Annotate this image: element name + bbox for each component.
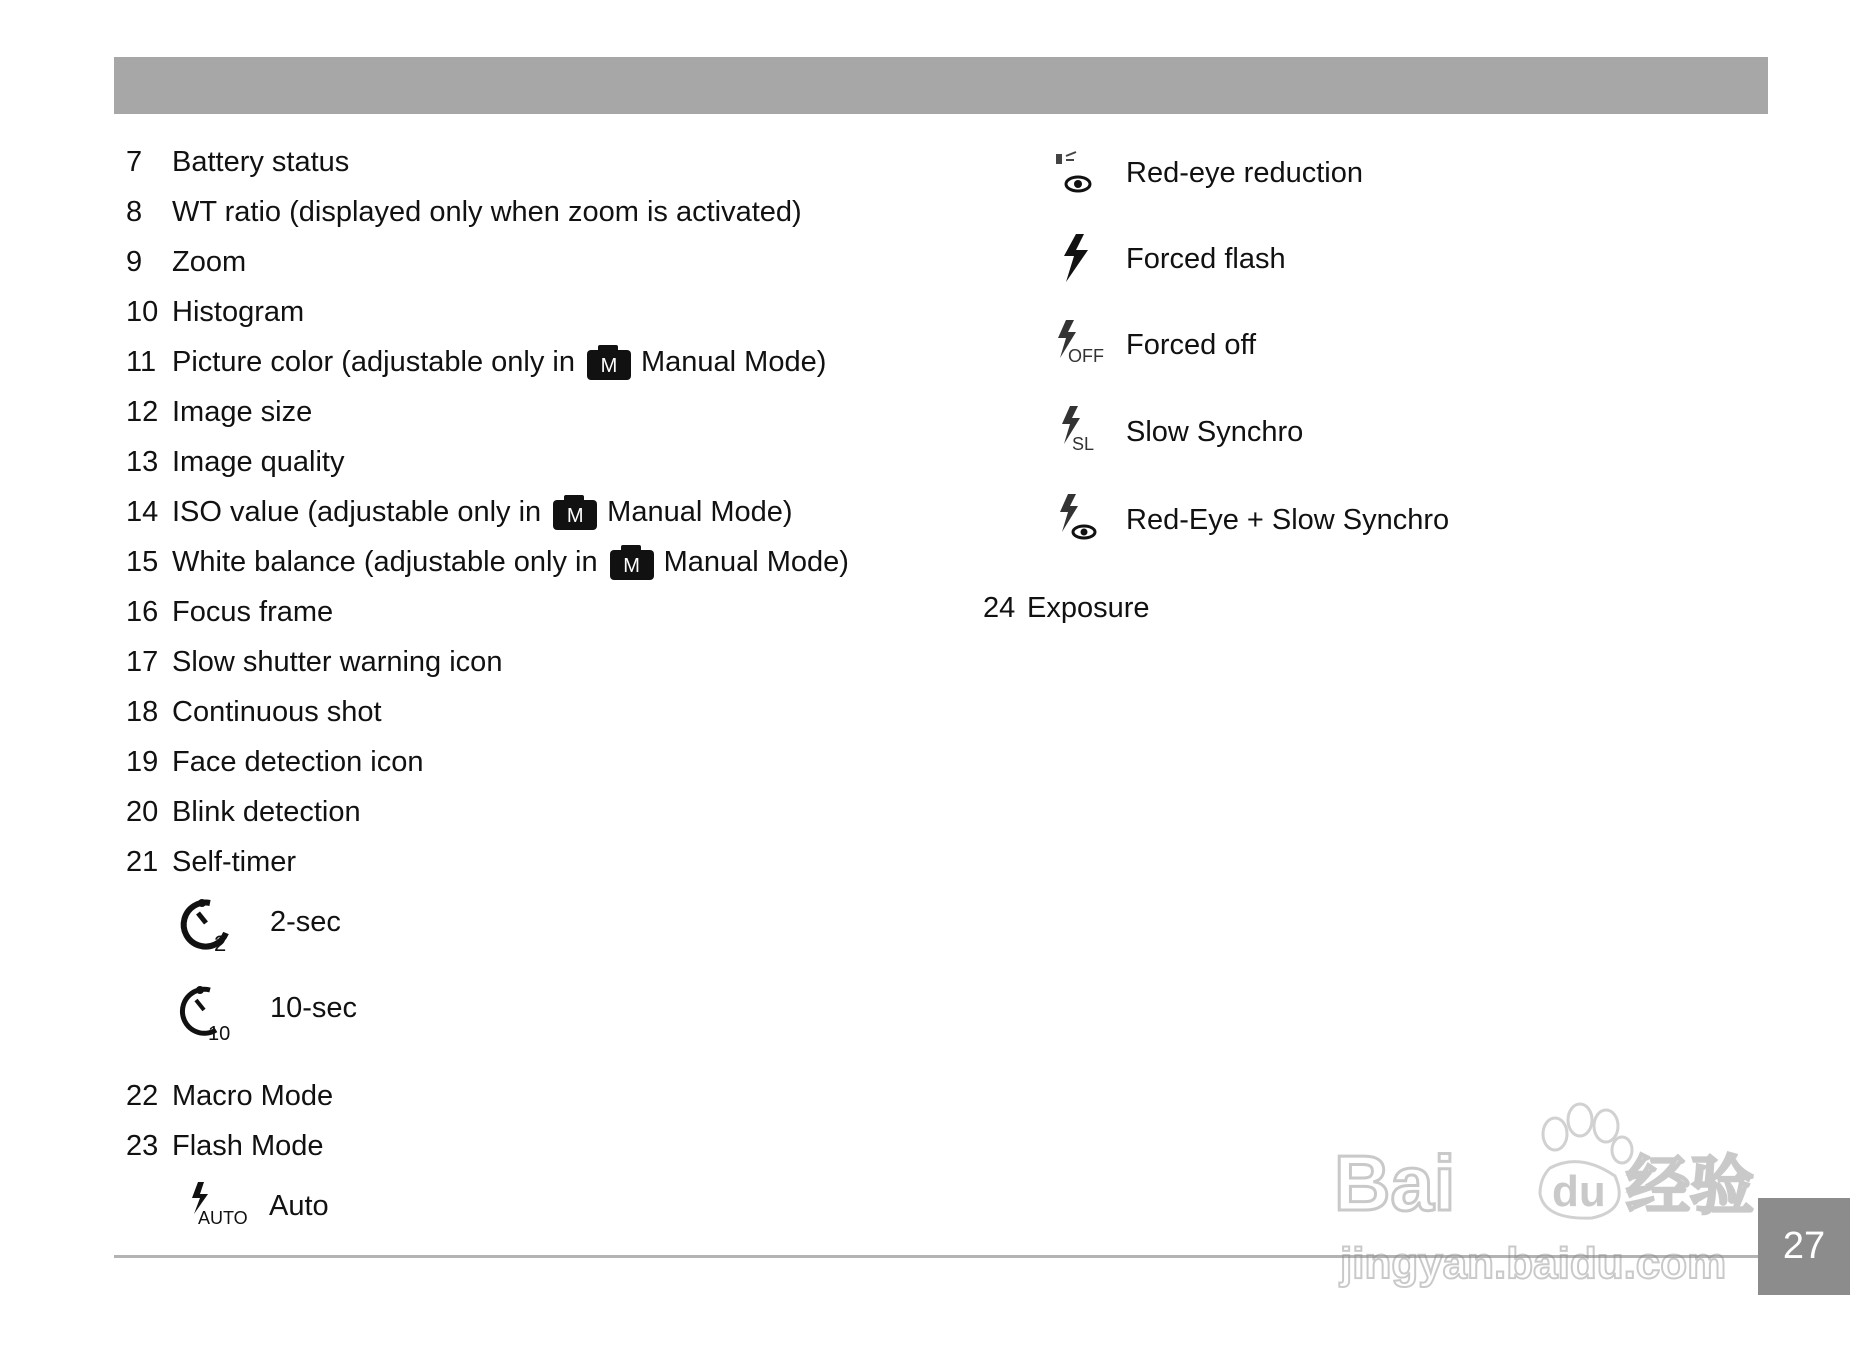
item-label: Blink detection <box>172 795 361 828</box>
item-number: 20 <box>126 795 159 828</box>
list-item-19 <box>126 742 423 782</box>
item-number: 24 <box>983 591 1016 624</box>
self-timer-10sec-label: 10-sec <box>270 992 358 1024</box>
slow-synchro-icon <box>1056 404 1106 456</box>
header-bar <box>114 57 1768 114</box>
list-item-14 <box>126 492 793 532</box>
svg-text:OFF: OFF <box>1068 346 1104 366</box>
item-number: 14 <box>126 495 159 528</box>
svg-text:du: du <box>1552 1167 1606 1216</box>
item-label: Focus frame <box>172 595 334 628</box>
item-number: 8 <box>126 195 143 228</box>
list-item-16 <box>126 592 333 632</box>
item-label: Macro Mode <box>172 1079 334 1112</box>
item-number: 9 <box>126 245 143 278</box>
item-number: 21 <box>126 845 159 878</box>
list-item-17 <box>126 642 502 682</box>
item-label-suffix: Manual Mode) <box>663 545 849 578</box>
manual-mode-icon: M <box>587 350 631 380</box>
list-item-18 <box>126 692 382 732</box>
item-label: Slow shutter warning icon <box>172 645 503 678</box>
item-label: Face detection icon <box>172 745 424 778</box>
item-label-suffix: Manual Mode) <box>640 345 827 378</box>
red-eye-slow-synchro-label: Red-Eye + Slow Synchro <box>1126 504 1450 536</box>
item-number: 18 <box>126 695 159 728</box>
svg-text:AUTO: AUTO <box>198 1208 248 1228</box>
manual-mode-icon: M <box>553 500 597 530</box>
red-eye-reduction-label: Red-eye reduction <box>1126 157 1363 189</box>
item-label: White balance (adjustable only in <box>172 545 598 578</box>
list-item-8 <box>126 192 802 232</box>
item-label: Picture color (adjustable only in <box>172 345 575 378</box>
item-number: 13 <box>126 445 159 478</box>
item-number: 7 <box>126 145 143 178</box>
item-label-suffix: Manual Mode) <box>607 495 793 528</box>
item-number: 10 <box>126 295 159 328</box>
self-timer-2sec-icon <box>176 895 236 955</box>
list-item-23 <box>126 1126 324 1166</box>
forced-off-label: Forced off <box>1126 329 1257 361</box>
item-label: Zoom <box>172 245 247 278</box>
list-item-10 <box>126 292 304 332</box>
page-number: 27 <box>1758 1198 1850 1295</box>
item-label: Self-timer <box>172 845 297 878</box>
baidu-watermark-logo <box>1330 1090 1770 1300</box>
red-eye-slow-synchro-icon <box>1054 492 1106 544</box>
item-label: ISO value (adjustable only in <box>172 495 542 528</box>
item-number: 11 <box>126 345 157 378</box>
item-label: Image quality <box>172 445 345 478</box>
list-item-24 <box>983 588 1150 628</box>
list-item-20 <box>126 792 361 832</box>
list-item-13 <box>126 442 345 482</box>
svg-text:经验: 经验 <box>1626 1150 1754 1224</box>
manual-mode-icon: M <box>610 550 654 580</box>
list-item-15 <box>126 542 849 582</box>
svg-text:Bai: Bai <box>1334 1139 1456 1227</box>
slow-synchro-label: Slow Synchro <box>1126 416 1304 448</box>
item-number: 23 <box>126 1129 159 1162</box>
svg-text:2: 2 <box>214 931 227 955</box>
forced-flash-icon <box>1056 232 1096 284</box>
svg-text:jingyan.baidu.com: jingyan.baidu.com <box>1340 1239 1727 1288</box>
item-number: 16 <box>126 595 159 628</box>
forced-off-icon <box>1052 318 1112 370</box>
forced-flash-label: Forced flash <box>1126 243 1286 275</box>
item-label: Flash Mode <box>172 1129 324 1162</box>
item-number: 12 <box>126 395 159 428</box>
item-label: Image size <box>172 395 313 428</box>
svg-text:10: 10 <box>208 1023 231 1042</box>
item-label: Battery status <box>172 145 350 178</box>
list-item-22 <box>126 1076 333 1116</box>
item-number: 15 <box>126 545 159 578</box>
item-number: 22 <box>126 1079 159 1112</box>
item-number: 17 <box>126 645 159 678</box>
self-timer-10sec-icon <box>176 982 236 1042</box>
item-label: Continuous shot <box>172 695 382 728</box>
item-number: 19 <box>126 745 159 778</box>
list-item-9 <box>126 242 246 282</box>
flash-auto-icon <box>188 1180 248 1230</box>
item-label: Histogram <box>172 295 305 328</box>
self-timer-2sec-label: 2-sec <box>270 906 341 938</box>
item-label: WT ratio (displayed only when zoom is activated) <box>172 195 802 228</box>
list-item-12 <box>126 392 312 432</box>
item-label: Exposure <box>1027 591 1150 624</box>
svg-text:SL: SL <box>1072 434 1095 454</box>
list-item-7 <box>126 142 349 182</box>
list-item-21 <box>126 842 296 882</box>
red-eye-reduction-icon <box>1052 148 1098 198</box>
list-item-11 <box>126 342 826 382</box>
flash-auto-label: Auto <box>269 1190 329 1222</box>
